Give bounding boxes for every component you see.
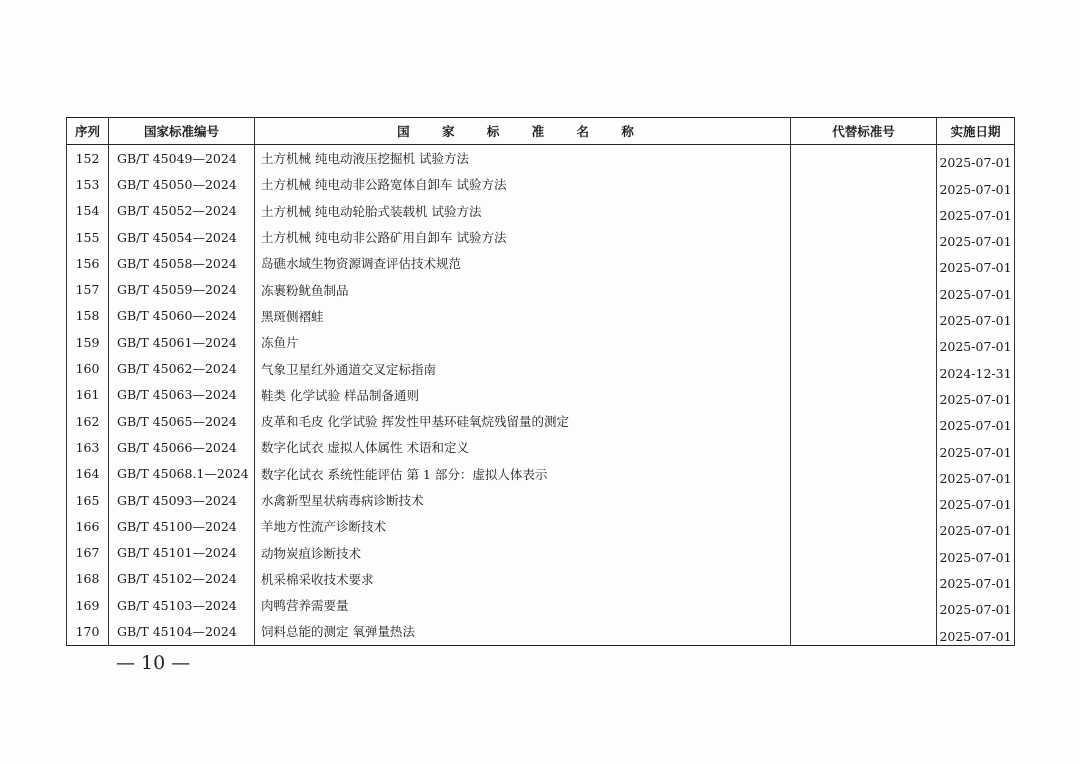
row-seq: 157 bbox=[67, 276, 109, 302]
standards-table bbox=[66, 117, 1015, 646]
row-standard-code: GB/T 45065—2024 bbox=[109, 408, 255, 434]
row-standard-code: GB/T 45068.1—2024 bbox=[109, 461, 255, 487]
row-replaced-standard bbox=[791, 355, 937, 381]
page-number: — 10 — bbox=[116, 652, 191, 674]
row-standard-code: GB/T 45050—2024 bbox=[109, 171, 255, 197]
row-standard-name: 饲料总能的测定 氧弹量热法 bbox=[255, 618, 791, 645]
row-standard-code: GB/T 45060—2024 bbox=[109, 303, 255, 329]
row-effective-date: 2025-07-01 bbox=[937, 198, 1015, 224]
row-standard-code: GB/T 45102—2024 bbox=[109, 566, 255, 592]
table-header-row bbox=[67, 118, 1015, 145]
table-row bbox=[67, 592, 1015, 618]
table-row bbox=[67, 171, 1015, 197]
header-replaced-standard: 代替标准号 bbox=[791, 118, 937, 145]
row-effective-date: 2025-07-01 bbox=[937, 224, 1015, 250]
row-standard-code: GB/T 45059—2024 bbox=[109, 276, 255, 302]
row-effective-date: 2025-07-01 bbox=[937, 487, 1015, 513]
table-row bbox=[67, 434, 1015, 460]
row-standard-code: GB/T 45054—2024 bbox=[109, 224, 255, 250]
row-replaced-standard bbox=[791, 145, 937, 172]
row-replaced-standard bbox=[791, 224, 937, 250]
row-standard-code: GB/T 45058—2024 bbox=[109, 250, 255, 276]
row-seq: 156 bbox=[67, 250, 109, 276]
table-row bbox=[67, 618, 1015, 645]
row-replaced-standard bbox=[791, 434, 937, 460]
row-standard-name: 动物炭疽诊断技术 bbox=[255, 539, 791, 565]
row-seq: 152 bbox=[67, 145, 109, 172]
header-standard-code: 国家标准编号 bbox=[109, 118, 255, 145]
row-seq: 163 bbox=[67, 434, 109, 460]
row-effective-date: 2025-07-01 bbox=[937, 618, 1015, 645]
table-row bbox=[67, 461, 1015, 487]
row-seq: 166 bbox=[67, 513, 109, 539]
row-replaced-standard bbox=[791, 618, 937, 645]
row-seq: 155 bbox=[67, 224, 109, 250]
row-replaced-standard bbox=[791, 408, 937, 434]
row-seq: 154 bbox=[67, 198, 109, 224]
row-standard-name: 土方机械 纯电动非公路宽体自卸车 试验方法 bbox=[255, 171, 791, 197]
row-standard-name: 岛礁水域生物资源调查评估技术规范 bbox=[255, 250, 791, 276]
row-standard-code: GB/T 45049—2024 bbox=[109, 145, 255, 172]
row-standard-code: GB/T 45062—2024 bbox=[109, 355, 255, 381]
row-standard-code: GB/T 45052—2024 bbox=[109, 198, 255, 224]
row-standard-code: GB/T 45093—2024 bbox=[109, 487, 255, 513]
row-seq: 158 bbox=[67, 303, 109, 329]
row-standard-name: 土方机械 纯电动液压挖掘机 试验方法 bbox=[255, 145, 791, 172]
table-row bbox=[67, 355, 1015, 381]
row-seq: 168 bbox=[67, 566, 109, 592]
row-standard-name: 气象卫星红外通道交叉定标指南 bbox=[255, 355, 791, 381]
row-replaced-standard bbox=[791, 513, 937, 539]
row-effective-date: 2025-07-01 bbox=[937, 408, 1015, 434]
row-standard-name: 水禽新型星状病毒病诊断技术 bbox=[255, 487, 791, 513]
row-standard-name: 冻鱼片 bbox=[255, 329, 791, 355]
row-seq: 164 bbox=[67, 461, 109, 487]
row-replaced-standard bbox=[791, 487, 937, 513]
row-standard-name: 羊地方性流产诊断技术 bbox=[255, 513, 791, 539]
row-standard-name: 皮革和毛皮 化学试验 挥发性甲基环硅氧烷残留量的测定 bbox=[255, 408, 791, 434]
row-replaced-standard bbox=[791, 303, 937, 329]
row-replaced-standard bbox=[791, 171, 937, 197]
row-effective-date: 2025-07-01 bbox=[937, 592, 1015, 618]
row-standard-name: 机采棉采收技术要求 bbox=[255, 566, 791, 592]
row-replaced-standard bbox=[791, 250, 937, 276]
row-standard-code: GB/T 45101—2024 bbox=[109, 539, 255, 565]
row-effective-date: 2025-07-01 bbox=[937, 513, 1015, 539]
table-row bbox=[67, 224, 1015, 250]
table-row bbox=[67, 539, 1015, 565]
row-standard-code: GB/T 45061—2024 bbox=[109, 329, 255, 355]
row-effective-date: 2025-07-01 bbox=[937, 276, 1015, 302]
row-replaced-standard bbox=[791, 382, 937, 408]
row-standard-code: GB/T 45103—2024 bbox=[109, 592, 255, 618]
row-effective-date: 2025-07-01 bbox=[937, 171, 1015, 197]
header-effective-date: 实施日期 bbox=[937, 118, 1015, 145]
row-standard-name: 黑斑侧褶蛙 bbox=[255, 303, 791, 329]
row-effective-date: 2025-07-01 bbox=[937, 145, 1015, 172]
header-standard-name: 国 家 标 准 名 称 bbox=[255, 118, 791, 145]
row-replaced-standard bbox=[791, 539, 937, 565]
row-standard-code: GB/T 45100—2024 bbox=[109, 513, 255, 539]
row-replaced-standard bbox=[791, 592, 937, 618]
row-seq: 167 bbox=[67, 539, 109, 565]
table-row bbox=[67, 382, 1015, 408]
row-effective-date: 2025-07-01 bbox=[937, 461, 1015, 487]
row-standard-name: 冻裹粉鱿鱼制品 bbox=[255, 276, 791, 302]
row-effective-date: 2025-07-01 bbox=[937, 382, 1015, 408]
row-standard-code: GB/T 45104—2024 bbox=[109, 618, 255, 645]
table-row bbox=[67, 329, 1015, 355]
row-seq: 165 bbox=[67, 487, 109, 513]
table-row bbox=[67, 145, 1015, 172]
row-effective-date: 2025-07-01 bbox=[937, 434, 1015, 460]
row-standard-code: GB/T 45063—2024 bbox=[109, 382, 255, 408]
row-effective-date: 2025-07-01 bbox=[937, 303, 1015, 329]
row-replaced-standard bbox=[791, 461, 937, 487]
table-row bbox=[67, 198, 1015, 224]
row-effective-date: 2025-07-01 bbox=[937, 329, 1015, 355]
table-row bbox=[67, 303, 1015, 329]
row-effective-date: 2025-07-01 bbox=[937, 566, 1015, 592]
row-standard-name: 数字化试衣 虚拟人体属性 术语和定义 bbox=[255, 434, 791, 460]
row-effective-date: 2025-07-01 bbox=[937, 250, 1015, 276]
row-replaced-standard bbox=[791, 276, 937, 302]
row-effective-date: 2024-12-31 bbox=[937, 355, 1015, 381]
row-standard-code: GB/T 45066—2024 bbox=[109, 434, 255, 460]
table-row bbox=[67, 276, 1015, 302]
table-row bbox=[67, 566, 1015, 592]
row-replaced-standard bbox=[791, 198, 937, 224]
row-standard-name: 鞋类 化学试验 样品制备通则 bbox=[255, 382, 791, 408]
table-row bbox=[67, 408, 1015, 434]
row-effective-date: 2025-07-01 bbox=[937, 539, 1015, 565]
row-replaced-standard bbox=[791, 566, 937, 592]
row-seq: 162 bbox=[67, 408, 109, 434]
row-seq: 159 bbox=[67, 329, 109, 355]
table-row bbox=[67, 487, 1015, 513]
row-replaced-standard bbox=[791, 329, 937, 355]
row-standard-name: 土方机械 纯电动非公路矿用自卸车 试验方法 bbox=[255, 224, 791, 250]
row-seq: 170 bbox=[67, 618, 109, 645]
row-standard-name: 土方机械 纯电动轮胎式装载机 试验方法 bbox=[255, 198, 791, 224]
row-seq: 160 bbox=[67, 355, 109, 381]
table-row bbox=[67, 250, 1015, 276]
row-standard-name: 数字化试衣 系统性能评估 第 1 部分：虚拟人体表示 bbox=[255, 461, 791, 487]
row-standard-name: 肉鸭营养需要量 bbox=[255, 592, 791, 618]
header-seq: 序列 bbox=[67, 118, 109, 145]
row-seq: 169 bbox=[67, 592, 109, 618]
row-seq: 153 bbox=[67, 171, 109, 197]
row-seq: 161 bbox=[67, 382, 109, 408]
table-row bbox=[67, 513, 1015, 539]
